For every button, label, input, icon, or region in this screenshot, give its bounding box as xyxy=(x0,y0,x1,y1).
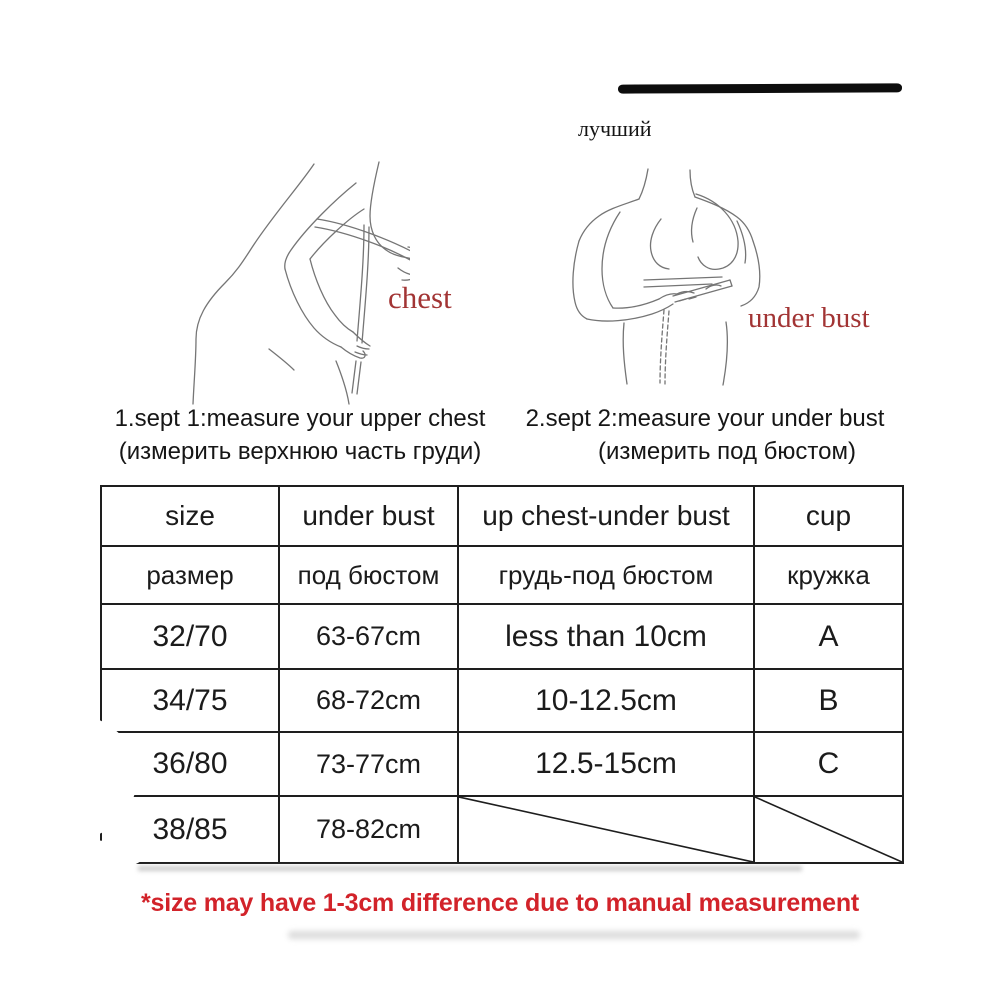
table-header-ru xyxy=(101,546,903,604)
under-bust-annotation: under bust xyxy=(748,302,870,334)
header-up-chest: up chest-under bust xyxy=(458,486,754,546)
cell-cup: C xyxy=(754,732,903,796)
chest-annotation: chest xyxy=(388,280,452,315)
cell-size: 36/80 xyxy=(101,732,279,796)
white-blob-artifact xyxy=(13,715,137,839)
table-row xyxy=(101,604,903,669)
cell-diff: 12.5-15cm xyxy=(458,732,754,796)
cell-under-bust: 68-72cm xyxy=(279,669,458,732)
diagonal-line xyxy=(755,797,902,862)
cell-cup: B xyxy=(754,669,903,732)
step1-caption-ru: (измерить верхнюю часть груди) xyxy=(118,438,482,465)
cell-cup: A xyxy=(754,604,903,669)
measurement-figure-front-view xyxy=(560,150,780,400)
header-up-chest-ru: грудь-под бюстом xyxy=(458,546,754,604)
header-under-bust-ru: под бюстом xyxy=(279,546,458,604)
cell-under-bust: 78-82cm xyxy=(279,796,458,863)
header-cup-ru: кружка xyxy=(754,546,903,604)
crossed-empty-cell xyxy=(458,796,754,863)
cell-under-bust: 73-77cm xyxy=(279,732,458,796)
table-header-en xyxy=(101,486,903,546)
header-size: size xyxy=(101,486,279,546)
cell-size: 34/75 xyxy=(101,669,279,732)
cell-size: 32/70 xyxy=(101,604,279,669)
step2-caption xyxy=(515,402,895,468)
cell-under-bust: 63-67cm xyxy=(279,604,458,669)
measurement-figure-side-view xyxy=(150,155,410,405)
table-row xyxy=(101,669,903,732)
gray-smudge-under-footnote xyxy=(288,931,860,939)
header-under-bust: under bust xyxy=(279,486,458,546)
gray-smudge-under-table xyxy=(138,866,802,871)
step2-caption-en: 2.sept 2:measure your under bust xyxy=(525,405,885,432)
cell-diff: less than 10cm xyxy=(458,604,754,669)
header-size-ru: размер xyxy=(101,546,279,604)
size-table xyxy=(100,485,904,864)
diagonal-line xyxy=(459,797,753,862)
cell-size: 38/85 xyxy=(101,796,279,863)
step1-caption xyxy=(95,402,505,468)
step2-caption-ru: (измерить под бюстом) xyxy=(598,438,856,465)
marker-stroke xyxy=(618,83,902,93)
scribble-word: лучший xyxy=(578,116,652,141)
measurement-disclaimer: *size may have 1-3cm difference due to manual measurement xyxy=(140,889,860,917)
cell-diff: 10-12.5cm xyxy=(458,669,754,732)
white-blob-artifact xyxy=(22,840,144,872)
table-row xyxy=(101,732,903,796)
step1-caption-en: 1.sept 1:measure your upper chest xyxy=(114,405,486,432)
header-cup: cup xyxy=(754,486,903,546)
crossed-empty-cell xyxy=(754,796,903,863)
table-row xyxy=(101,796,903,863)
